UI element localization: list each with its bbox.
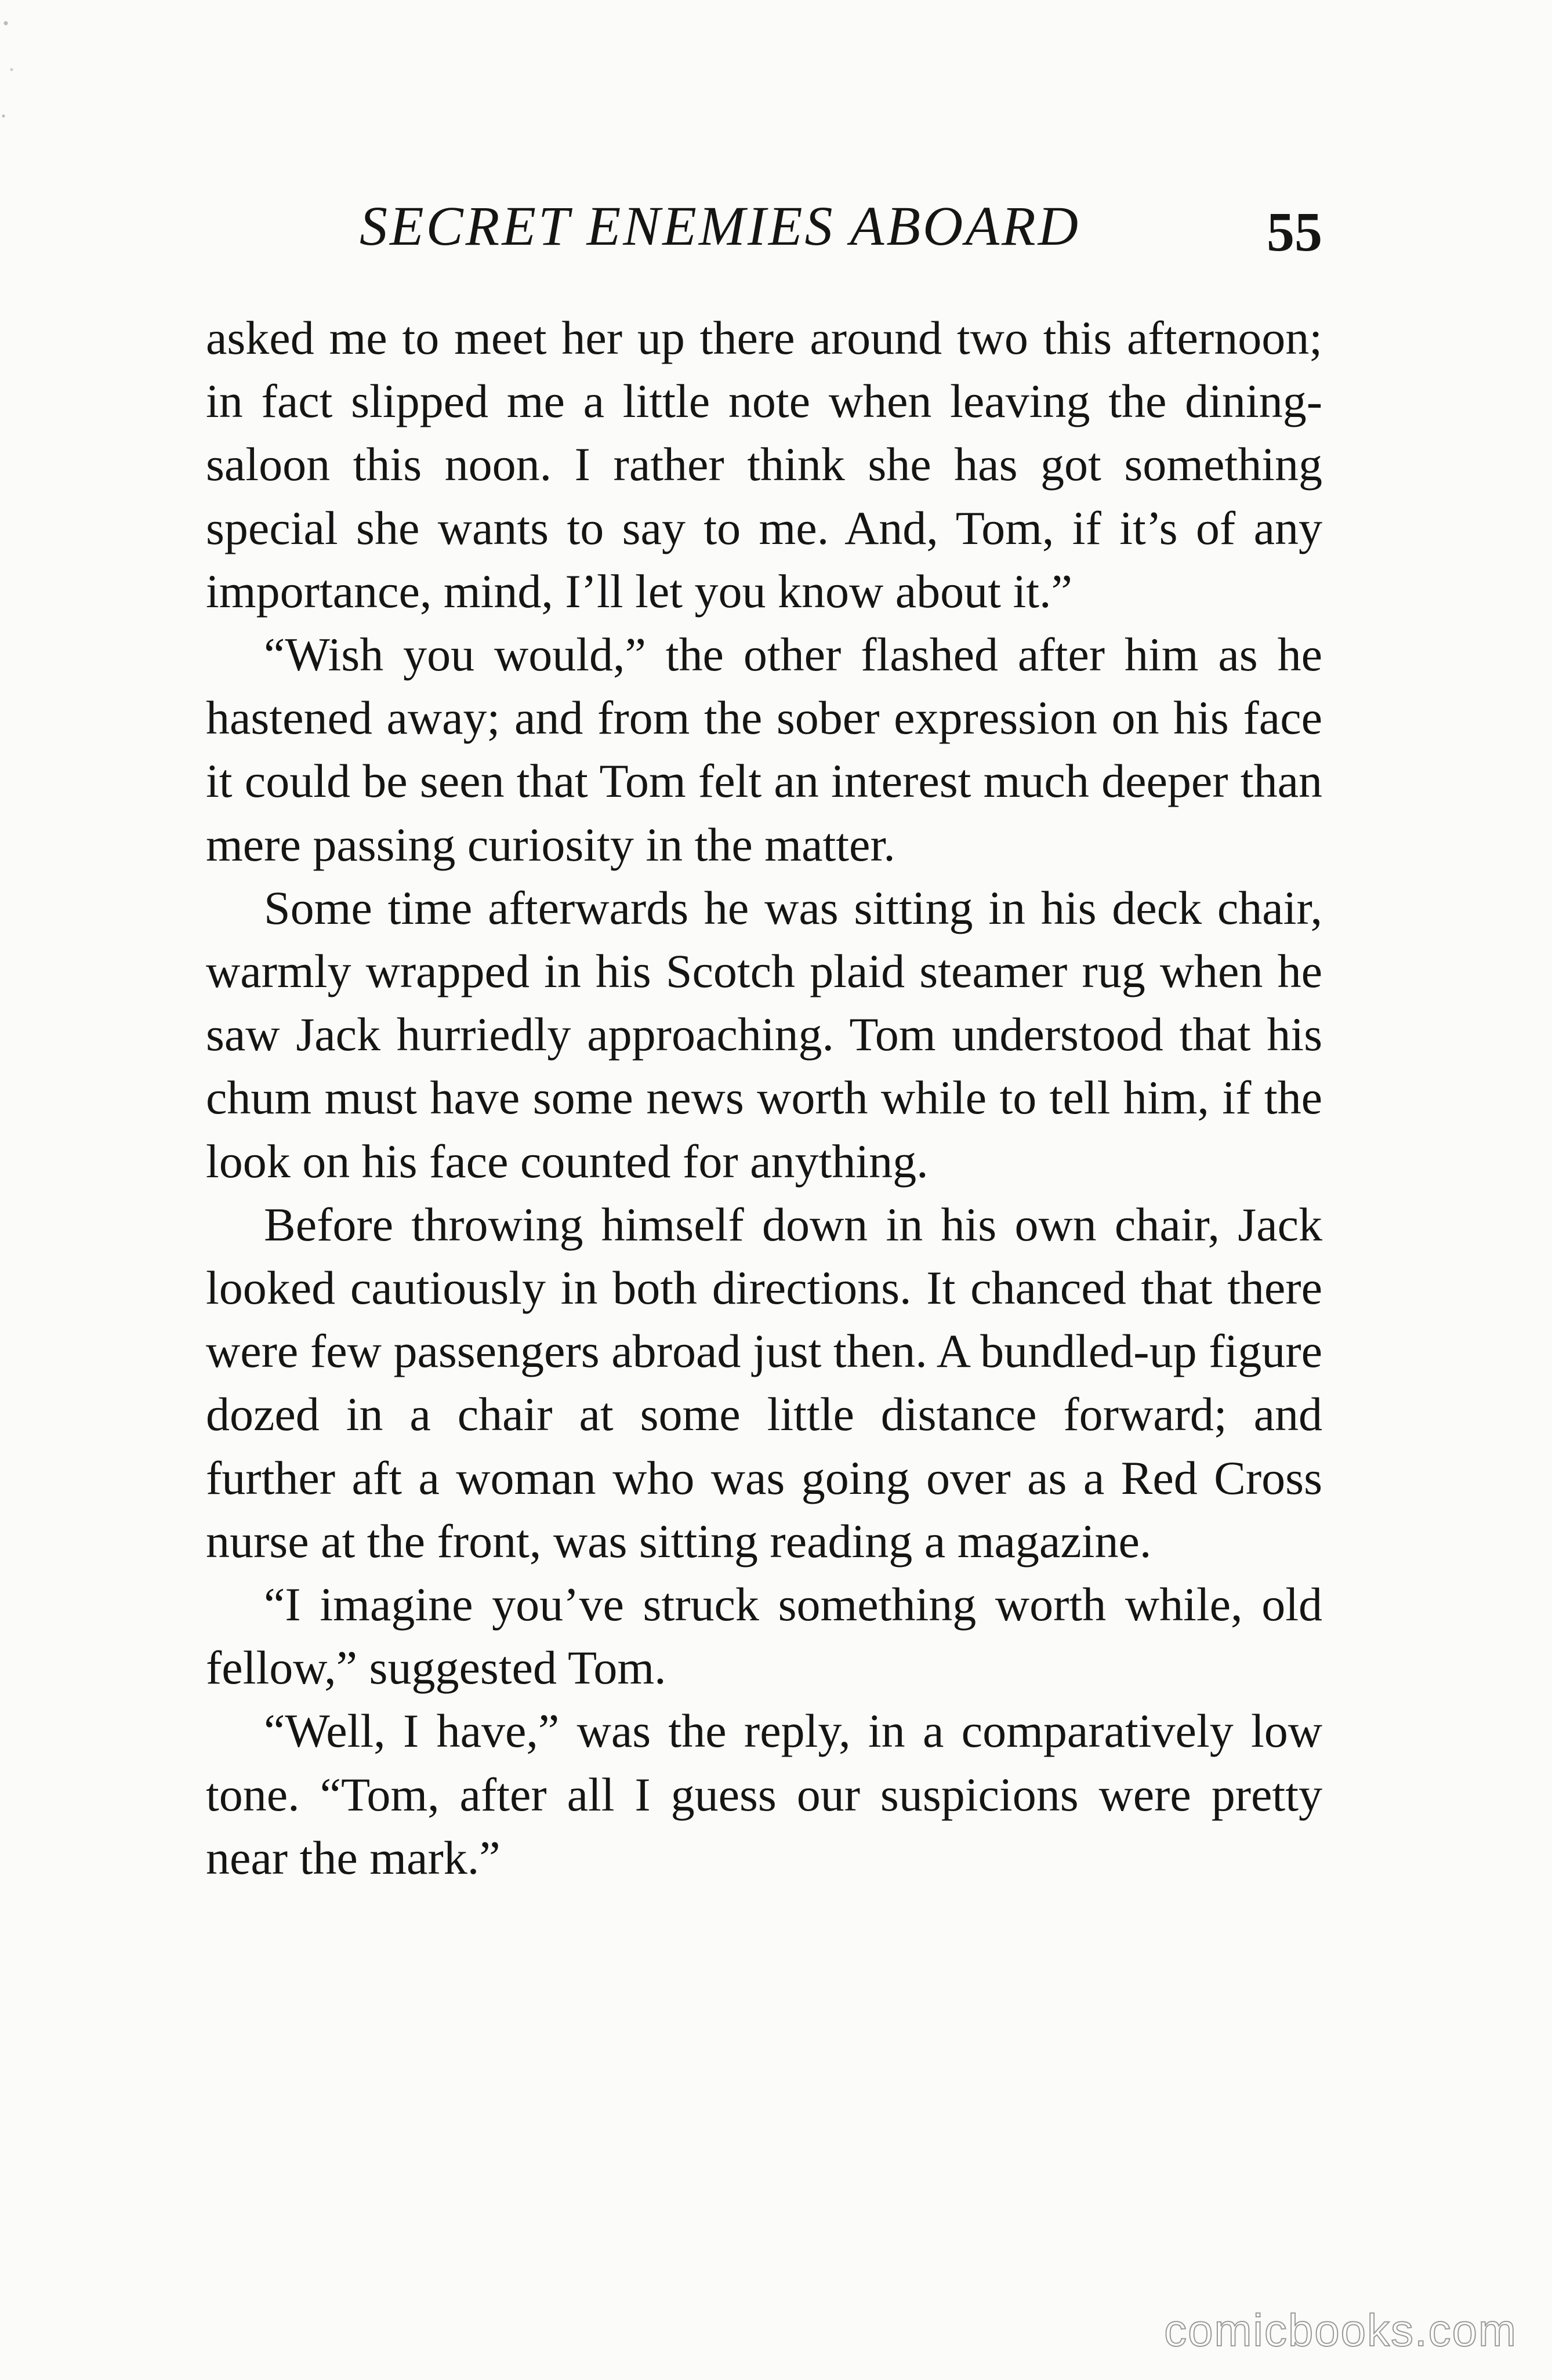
page-edge-specks [0, 0, 23, 174]
paragraph: “I imagine you’ve struck something worth while, old fellow,” suggested Tom. [206, 1578, 1322, 1695]
paragraph: Some time afterwards he was sitting in his deck chair, warmly wrapped in his Scotch plaid steamer rug when he saw Jack hurriedly approaching. Tom understood that his chum must have some news worth while to tell him, if the look on his face counted for anything. [206, 881, 1322, 1188]
body-text [206, 306, 1322, 2220]
watermark: comicbooks.com [1164, 2305, 1517, 2356]
paragraph: “Well, I have,” was the reply, in a comparatively low tone. “Tom, after all I guess our suspicions were pretty near the mark.” [206, 1704, 1322, 1884]
running-title: SECRET ENEMIES ABOARD [360, 195, 1080, 257]
paragraph: asked me to meet her up there around two this afternoon; in fact slipped me a little note when leaving the dining-saloon this noon. I rather think she has got something special she wants to say to me. And, Tom, if it’s of any importance, mind, I’ll let you know about it.” [206, 311, 1322, 618]
page-number: 55 [1267, 201, 1322, 263]
paragraph: “Wish you would,” the other flashed after him as he hastened away; and from the sober expression on his face it could be seen that Tom felt an interest much deeper than mere passing curiosity in the matter. [206, 628, 1322, 871]
page-header [360, 188, 1322, 264]
paragraph: Before throwing himself down in his own chair, Jack looked cautiously in both directions. It chanced that there were few passengers abroad just then. A bundled-up figure dozed in a chair at some little distance forward; and further aft a woman who was going over as a Red Cross nurse at the front, was sitting reading a magazine. [206, 1198, 1322, 1568]
